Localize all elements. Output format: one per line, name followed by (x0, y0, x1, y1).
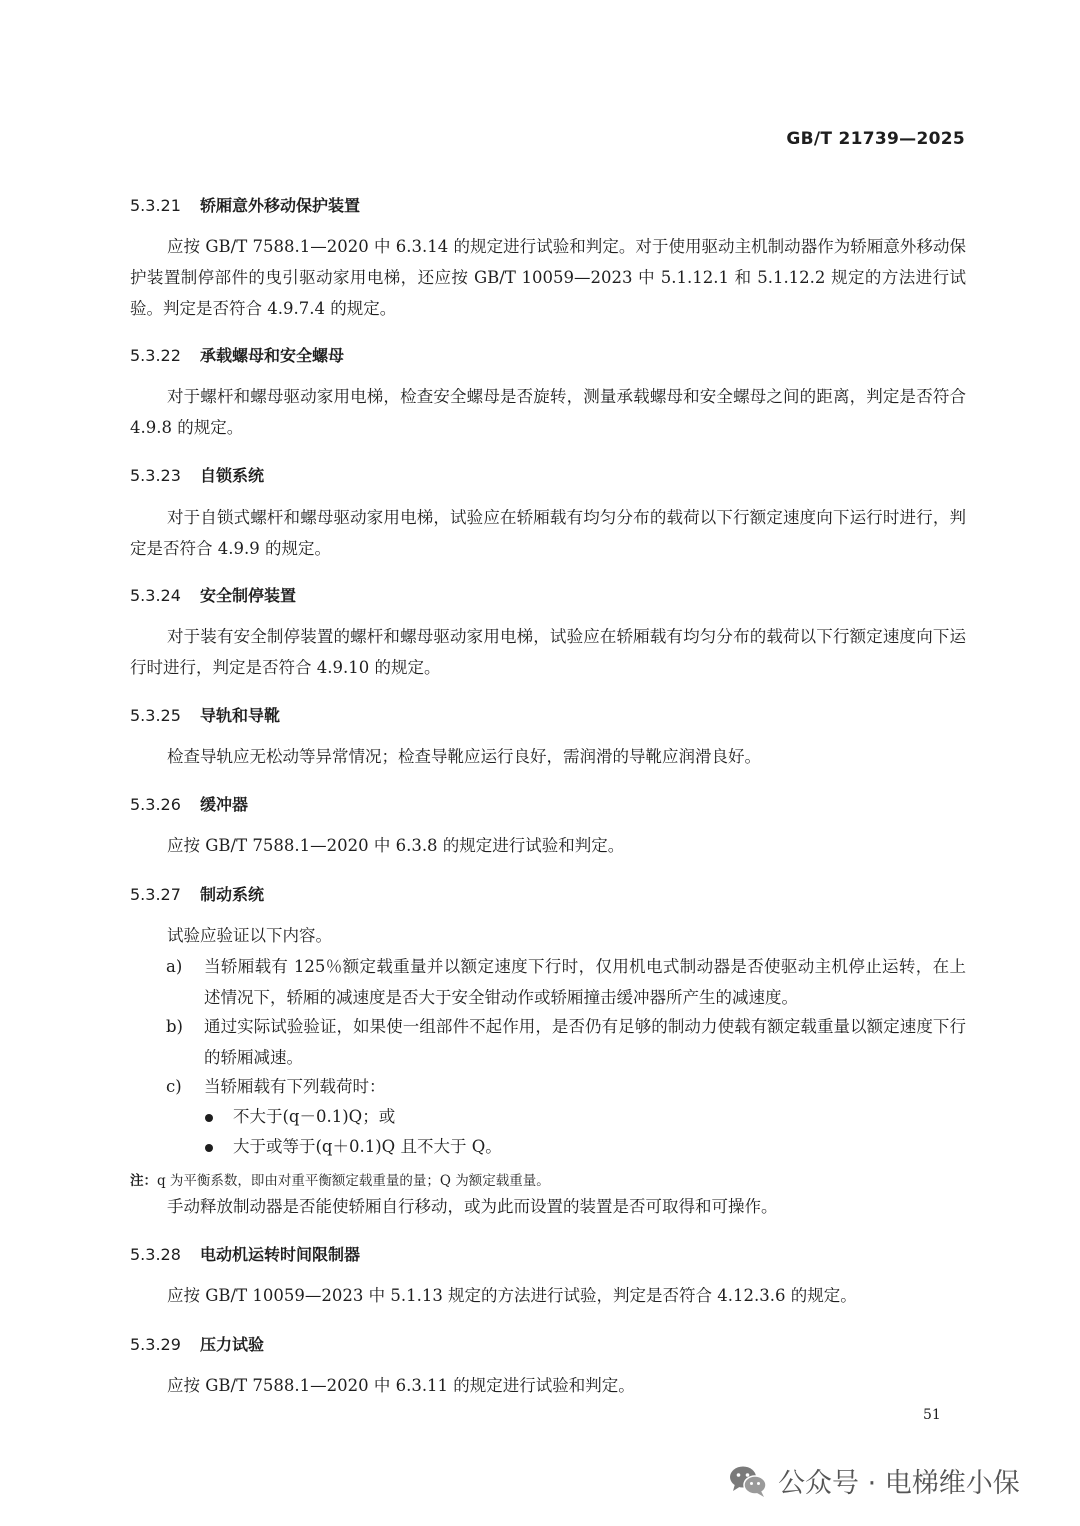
wechat-icon (728, 1464, 768, 1498)
section-closing-5-3-27: 手动释放制动器是否能使轿厢自行移动，或为此而设置的装置是否可取得和可操作。 (167, 1197, 778, 1216)
page-number: 51 (923, 1407, 941, 1423)
list-item-text: 当轿厢载有 125％额定载重量并以额定速度下行时，仅用机电式制动器是否使驱动主机停止运转，在上述情况下，轿厢的减速度是否大于安全钳动作或轿厢撞击缓冲器所产生的减速度。 (204, 957, 966, 1007)
bullet-text: 不大于(q－0.1)Q；或 (233, 1107, 396, 1126)
section-number: 5.3.27 (130, 885, 181, 904)
section-body-5-3-26: 应按 GB/T 7588.1—2020 中 6.3.8 的规定进行试验和判定。 (167, 836, 625, 855)
list-marker: a) (166, 957, 183, 976)
bullet-dot-icon (205, 1144, 213, 1152)
section-body-5-3-22: 对于螺杆和螺母驱动家用电梯，检查安全螺母是否旋转，测量承载螺母和安全螺母之间的距离，判定是否符合 4.9.8 的规定。 (130, 387, 966, 437)
section-number: 5.3.29 (130, 1335, 181, 1354)
section-heading-5-3-26 (130, 792, 248, 815)
bullet-item (205, 1102, 395, 1132)
note (130, 1169, 550, 1189)
bullet-text: 大于或等于(q＋0.1)Q 且不大于 Q。 (233, 1137, 502, 1156)
section-body-5-3-24: 对于装有安全制停装置的螺杆和螺母驱动家用电梯，试验应在轿厢载有均匀分布的载荷以下行额定速度向下运行时进行，判定是否符合 4.9.10 的规定。 (130, 627, 966, 677)
section-body-5-3-25: 检查导轨应无松动等异常情况；检查导靴应运行良好，需润滑的导靴应润滑良好。 (167, 747, 761, 766)
section-heading-5-3-25 (130, 703, 280, 726)
list-item-text: 通过实际试验验证，如果使一组部件不起作用，是否仍有足够的制动力使载有额定载重量以额定速度下行的轿厢减速。 (204, 1017, 966, 1067)
section-heading-5-3-28 (130, 1242, 360, 1265)
section-intro-5-3-27: 试验应验证以下内容。 (167, 926, 332, 945)
section-heading-5-3-24 (130, 583, 296, 606)
section-body-5-3-29: 应按 GB/T 7588.1—2020 中 6.3.11 的规定进行试验和判定。 (167, 1376, 635, 1395)
section-title: 安全制停装置 (200, 586, 297, 605)
bullet-dot-icon (205, 1114, 213, 1122)
section-heading-5-3-22 (130, 343, 344, 366)
note-label: 注： (130, 1173, 157, 1189)
section-title: 压力试验 (200, 1335, 265, 1354)
note-text: q 为平衡系数，即由对重平衡额定载重量的量；Q 为额定载重量。 (157, 1173, 550, 1189)
section-body-5-3-21: 应按 GB/T 7588.1—2020 中 6.3.14 的规定进行试验和判定。对于使用驱动主机制动器作为轿厢意外移动保护装置制停部件的曳引驱动家用电梯，还应按 GB/T 10059—2023 中 5.1.12.1 和 5.1.12.2 规定的方法进行试验。判定是否符合 4.9.7.4 的规定。 (130, 237, 966, 318)
list-marker: b) (166, 1017, 183, 1036)
section-title: 缓冲器 (200, 795, 249, 814)
section-heading-5-3-27 (130, 882, 264, 905)
list-item-c (166, 1071, 966, 1102)
list-item-text: 当轿厢载有下列载荷时： (204, 1077, 386, 1096)
section-title: 导轨和导靴 (200, 706, 281, 725)
section-title: 承载螺母和安全螺母 (200, 346, 345, 365)
list-marker: c) (166, 1077, 182, 1096)
section-heading-5-3-29 (130, 1332, 264, 1355)
section-number: 5.3.24 (130, 586, 181, 605)
list-item-a (166, 951, 966, 1013)
bullet-item (205, 1132, 502, 1162)
section-number: 5.3.21 (130, 196, 181, 215)
section-body-5-3-23: 对于自锁式螺杆和螺母驱动家用电梯，试验应在轿厢载有均匀分布的载荷以下行额定速度向下运行时进行，判定是否符合 4.9.9 的规定。 (130, 508, 966, 558)
section-heading-5-3-23 (130, 463, 264, 486)
section-title: 自锁系统 (200, 466, 265, 485)
section-title: 轿厢意外移动保护装置 (200, 196, 361, 215)
section-title: 制动系统 (200, 885, 265, 904)
section-number: 5.3.22 (130, 346, 181, 365)
section-number: 5.3.28 (130, 1245, 181, 1264)
watermark (728, 1461, 1020, 1500)
section-heading-5-3-21 (130, 193, 360, 216)
section-number: 5.3.23 (130, 466, 181, 485)
section-body-5-3-28: 应按 GB/T 10059—2023 中 5.1.13 规定的方法进行试验，判定是否符合 4.12.3.6 的规定。 (167, 1286, 857, 1305)
standard-code: GB/T 21739—2025 (786, 129, 965, 149)
section-number: 5.3.26 (130, 795, 181, 814)
list-item-b (166, 1011, 966, 1073)
section-number: 5.3.25 (130, 706, 181, 725)
watermark-text: 公众号 · 电梯维小保 (778, 1468, 1020, 1499)
section-title: 电动机运转时间限制器 (200, 1245, 361, 1264)
